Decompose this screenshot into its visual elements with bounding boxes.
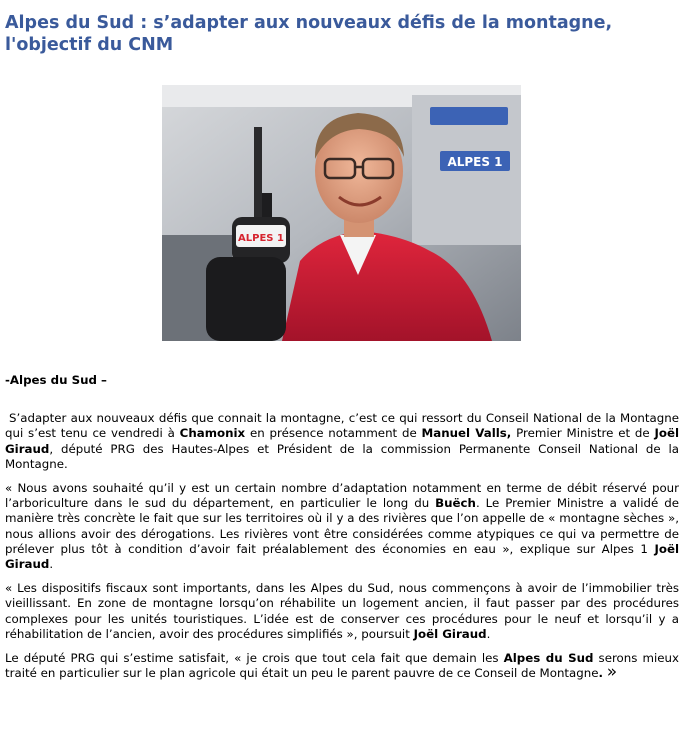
- paragraph-3-text-b: .: [486, 626, 491, 641]
- article-header: [5, 12, 679, 56]
- article-byline: -Alpes du Sud –: [5, 373, 107, 387]
- article-paragraph-1: [5, 411, 679, 472]
- article-title: [5, 12, 679, 56]
- paragraph-2-text-a: « Nous avons souhaité qu’il y est un certain nombre d’adaptation notamment en terme de débit réservé pour l’arboriculture dans le sud du département, en particulier le long du: [5, 481, 679, 511]
- article-paragraph-3: [5, 581, 679, 642]
- paragraph-3-text-a: « Les dispositifs fiscaux sont importants, dans les Alpes du Sud, nous commençons à avoir de l’immobilier très vieillissant. En zone de montagne lorsqu’on réhabilite un logement ancien, il faut passer par des procédures complexes pour les unités touristiques. L’idée est de conserver ces procédures pour le neuf et lorsqu’il y a réhabilitation de l’ancien, avoir des procédures simplifiés », poursuit: [5, 581, 679, 641]
- article-photo: [162, 85, 521, 341]
- person-joel-giraud: Joël Giraud: [5, 426, 679, 456]
- background-brand-logo: ALPES 1: [447, 155, 503, 169]
- paragraph-1-text-a: S’adapter aux nouveaux défis que connait la montagne, c’est ce qui ressort du Conseil National de la Montagne qui s’est tenu ce vendredi à: [5, 411, 679, 441]
- closing-quote-mark: »: [606, 662, 618, 683]
- article-paragraph-2: [5, 481, 679, 572]
- paragraph-4-period: .: [598, 666, 603, 681]
- person-joel-giraud: Joël Giraud: [413, 626, 487, 641]
- paragraph-4-text-b: serons mieux traité en particulier sur le plan agricole qui était un peu le parent pauvre de ce Conseil de Montagne: [5, 651, 679, 681]
- article-title-line-1: Alpes du Sud : s’adapter aux nouveaux défis de la montagne,: [5, 13, 613, 33]
- paragraph-1-text-c: Premier Ministre et de: [511, 426, 655, 441]
- paragraph-2-text-c: .: [49, 557, 54, 572]
- region-alpes-du-sud: Alpes du Sud: [503, 651, 594, 666]
- paragraph-1-text-b: en présence notamment de: [245, 426, 422, 441]
- location-chamonix: Chamonix: [179, 426, 246, 441]
- article-body: [5, 373, 679, 690]
- location-buech: Buëch: [435, 496, 476, 511]
- paragraph-1-text-d: , député PRG des Hautes-Alpes et Président de la commission Permanente Conseil National de la Montagne.: [5, 441, 679, 471]
- person-joel-giraud: Joël Giraud: [5, 541, 679, 572]
- person-manuel-valls: Manuel Valls,: [421, 426, 512, 441]
- article-title-line-2: l'objectif du CNM: [5, 35, 174, 55]
- article-paragraph-4: [5, 651, 679, 681]
- paragraph-4-text-a: Le député PRG qui s’estime satisfait, « je crois que tout cela fait que demain les: [5, 651, 504, 666]
- paragraph-2-text-b: . Le Premier Ministre a validé de manière très concrète le fait que sur les territoires où il y a des rivières que l’on appelle de « montagne sèches », nous allions avoir des dérogations. Les rivières vont être considérées comme atypiques ce qui va permettre de prélever plus tôt à condition d’avoir fait préalablement des économies en eau », explique sur Alpes 1: [5, 496, 679, 556]
- microphone-brand-logo: ALPES 1: [238, 233, 284, 244]
